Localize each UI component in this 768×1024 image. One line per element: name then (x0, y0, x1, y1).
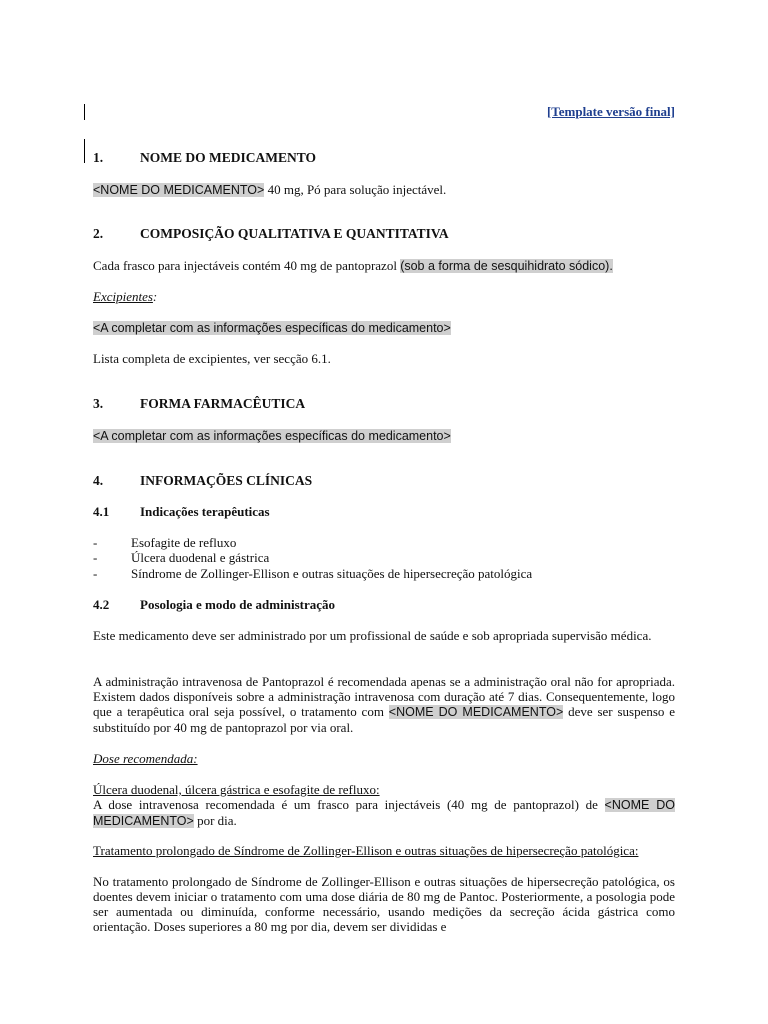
salt-form-highlight: (sob a forma de sesquihidrato sódico). (400, 259, 613, 273)
pharmaceutical-form-placeholder-line (93, 428, 451, 444)
indication-item: - Síndrome de Zollinger-Ellison e outras situações de hipersecreção patológica (93, 566, 533, 581)
section-2-heading: 2. COMPOSIÇÃO QUALITATIVA E QUANTITATIVA (93, 226, 449, 241)
composition-line: Cada frasco para injectáveis contém 40 mg de pantoprazol (sob a forma de sesquihidrato sódico). (93, 258, 613, 273)
indication-item: - Úlcera duodenal e gástrica (93, 550, 270, 565)
section-4-heading: 4. INFORMAÇÕES CLÍNICAS (93, 473, 313, 488)
section-1-heading: 1. NOME DO MEDICAMENTO (93, 150, 317, 165)
excipients-label: Excipientes: (93, 289, 158, 304)
placeholder-medicine-name: <NOME DO MEDICAMENTO> (93, 798, 676, 828)
placeholder-excipients: <A completar com as informações específicas do medicamento> (93, 321, 451, 335)
zollinger-ellison-paragraph: No tratamento prolongado de Síndrome de Zollinger-Ellison e outras situações de hipersecreção patológica, os doentes devem iniciar o tratamento com uma dose diária de 80 mg de Pantoc. Posteriormente, a posologia pode ser aumentada ou diminuída, conforme necessário, usando medições da secreção ácida gástrica como orientação. Doses superiores a 80 mg por dia, devem ser divididas e (93, 874, 675, 934)
excipients-list-note: Lista completa de excipientes, ver secção 6.1. (93, 351, 331, 366)
ulcer-dose-label: Úlcera duodenal, úlcera gástrica e esofagite de refluxo: (93, 782, 380, 797)
placeholder-medicine-name: <NOME DO MEDICAMENTO> (93, 183, 265, 197)
section-4-1-heading: 4.1 Indicações terapêuticas (93, 504, 270, 519)
posology-paragraph-1: Este medicamento deve ser administrado por um profissional de saúde e sob apropriada supervisão médica. (93, 628, 652, 643)
change-bar (84, 139, 85, 163)
excipients-placeholder-line (93, 320, 451, 336)
text-cursor (84, 104, 85, 120)
indication-item: - Esofagite de refluxo (93, 535, 237, 550)
medicine-name-line: <NOME DO MEDICAMENTO> 40 mg, Pó para solução injectável. (93, 182, 447, 197)
zollinger-ellison-label: Tratamento prolongado de Síndrome de Zollinger-Ellison e outras situações de hipersecreção patológica: (93, 843, 639, 858)
section-4-2-heading: 4.2 Posologia e modo de administração (93, 597, 335, 612)
placeholder-pharma-form: <A completar com as informações específicas do medicamento> (93, 429, 451, 443)
template-version-tag: [Template versão final] (546, 104, 675, 119)
placeholder-medicine-name: <NOME DO MEDICAMENTO> (388, 705, 564, 719)
section-3-heading: 3. FORMA FARMACÊUTICA (93, 396, 306, 411)
ulcer-dose-paragraph: A dose intravenosa recomendada é um frasco para injectáveis (40 mg de pantoprazol) de <NOME DO MEDICAMENTO> por dia. (93, 797, 676, 828)
posology-paragraph-2: A administração intravenosa de Pantoprazol é recomendada apenas se a administração oral não for apropriada. Existem dados disponíveis sobre a administração intravenosa com duração até 7 dias. Consequentemente, logo que a terapêutica oral seja possível, o tratamento com <NOME DO MEDICAMENTO> deve ser suspenso e substituído por 40 mg de pantoprazol por via oral. (93, 674, 675, 735)
recommended-dose-label: Dose recomendada: (93, 751, 198, 766)
